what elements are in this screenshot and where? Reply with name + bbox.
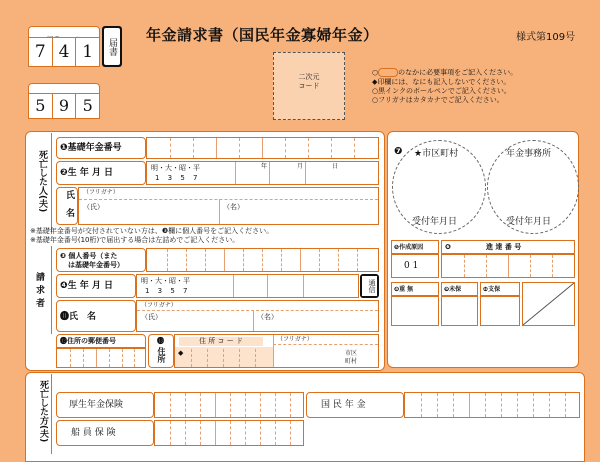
- postal-label-cell: [56, 334, 146, 348]
- deceased-name-input[interactable]: [78, 187, 379, 225]
- instruction-3: ○黒インクのボールペンでご記入ください。: [372, 86, 511, 95]
- qr-code-area: [273, 52, 345, 120]
- todoke-code-box: [28, 26, 124, 70]
- duplicate-label: ❽重 無: [394, 286, 414, 293]
- stamp-number-7: ❼: [394, 146, 403, 157]
- deceased-basic-no-label: ❶基礎年金番号: [60, 143, 122, 153]
- kosei-label-cell: [56, 392, 154, 418]
- deceased-given-name-label: （名）: [223, 203, 244, 211]
- claimant-personal-no-label-1: ❸ 個人番号（また: [60, 252, 118, 260]
- address-input[interactable]: [174, 334, 379, 368]
- unpaid-label: ❾未保: [444, 286, 462, 293]
- note-no-basic-number: ※基礎年金番号が交付されていない方は、❸欄に個人番号をご記入ください。: [30, 227, 274, 235]
- form-title: 年金請求書（国民年金寡婦年金）: [146, 26, 379, 44]
- instruction-4: ○フリガナはカタカナでご記入ください。: [372, 95, 504, 104]
- unpaid-input[interactable]: [441, 296, 478, 326]
- deceased-basic-no-input[interactable]: [146, 137, 379, 159]
- diagonal-slash-icon: [523, 283, 574, 325]
- diagonal-box: [522, 282, 575, 326]
- claimant-personal-no-label-2: は基礎年金番号）: [68, 261, 124, 269]
- support-input[interactable]: [480, 296, 520, 326]
- instructions: [372, 68, 592, 105]
- municipality-stamp-label: ★市区町村: [414, 149, 459, 159]
- kokumin-label: 国 民 年 金: [321, 400, 366, 410]
- municipality-stamp-date: 受付年月日: [412, 217, 458, 227]
- address-label-cell: [148, 334, 174, 368]
- deceased-name-label-cell: [56, 187, 78, 225]
- tsushin-tag: [360, 274, 379, 298]
- claimant-name-input[interactable]: [136, 300, 379, 332]
- deceased-era-options: 明・大・昭・平: [151, 164, 200, 172]
- address-code-label: 住 所 コ ー ド: [179, 337, 263, 346]
- reason-label: ❺作成原因: [394, 244, 424, 251]
- duplicate-label-cell: [391, 282, 439, 296]
- deceased-era-numbers: 1 3 5 7: [155, 174, 201, 182]
- claimant-era-options: 明・大・昭・平: [141, 277, 190, 285]
- claimant-name-label: ⓫氏 名: [60, 312, 97, 322]
- nenkin-code-box: [28, 83, 100, 121]
- nenkin-digit: 5: [29, 94, 53, 118]
- deceased-furigana-label: （フリガナ）: [83, 189, 119, 196]
- address-label: 住所: [157, 347, 166, 363]
- deceased-surname-label: （氏）: [83, 203, 104, 211]
- kosei-label: 厚生年金保険: [69, 400, 124, 410]
- deceased-name-label: 氏 名: [64, 190, 74, 217]
- claimant-furigana-label: （フリガナ）: [141, 302, 177, 309]
- deceased-dob-input[interactable]: [146, 161, 379, 185]
- city-label-1: 市区: [345, 350, 358, 357]
- tsushin-label: 通信: [362, 276, 377, 296]
- pension-office-stamp-label: 年金事務所: [506, 149, 552, 159]
- qr-label-2: コード: [298, 82, 320, 90]
- todoke-digit: 1: [82, 42, 94, 62]
- deceased-month-label: 月: [297, 163, 304, 170]
- city-label-2: 町村: [345, 358, 358, 365]
- kosei-number-input[interactable]: [154, 392, 304, 418]
- deceased-dob-label-cell: [56, 161, 146, 185]
- deceased-year-label: 年: [261, 163, 268, 170]
- liaison-number-input[interactable]: [441, 254, 575, 278]
- claimant-personal-no-input[interactable]: [146, 248, 379, 272]
- unpaid-label-cell: [441, 282, 478, 296]
- deceased-side-label: 死亡した人(夫): [37, 150, 47, 213]
- duplicate-input[interactable]: [391, 296, 439, 326]
- input-box-sample-icon: [378, 68, 398, 77]
- claimant-side-label: 請求者: [34, 272, 44, 311]
- claimant-dob-label-cell: [56, 274, 136, 298]
- todoke-side-label: 届書: [104, 28, 120, 65]
- todoke-digit: 7: [29, 38, 53, 66]
- qr-label-1: 二次元: [298, 73, 320, 81]
- claimant-name-label-cell: [56, 300, 136, 332]
- reason-value: 0 1: [404, 261, 419, 271]
- claimant-dob-input[interactable]: [136, 274, 359, 298]
- senin-label: 船 員 保 険: [71, 428, 116, 438]
- liaison-number-mark: ❻: [445, 243, 451, 251]
- support-label-cell: [480, 282, 520, 296]
- support-label: ❿支保: [483, 286, 501, 293]
- pension-office-stamp-date: 受付年月日: [506, 217, 552, 227]
- instruction-2: ◆印欄には、なにも記入しないでください。: [372, 77, 511, 86]
- claimant-era-numbers: 1 3 5 7: [145, 287, 191, 295]
- nenkin-digit: 5: [82, 96, 93, 115]
- past-side-label: 死亡した方(夫): [38, 380, 48, 443]
- senin-number-input[interactable]: [154, 420, 304, 446]
- reason-label-cell: [391, 240, 439, 254]
- claimant-given-name-label: （名）: [257, 313, 278, 321]
- liaison-label: 進 達 番 号: [486, 243, 522, 251]
- address-furigana-label: （フリガナ）: [277, 336, 313, 343]
- senin-label-cell: [56, 420, 154, 446]
- address-diamond-mark: ◆: [178, 349, 184, 357]
- reason-value-cell: [391, 254, 439, 278]
- instruction-bullet: ○: [372, 68, 379, 77]
- postal-code-input[interactable]: [56, 348, 146, 368]
- claimant-personal-no-label-cell: [56, 248, 146, 272]
- form-number: 様式第109号: [516, 32, 576, 43]
- kokumin-number-input[interactable]: [404, 392, 580, 418]
- liaison-label-cell: [441, 240, 575, 254]
- todoke-digit: 4: [53, 38, 77, 66]
- postal-label: ⓬住所の郵便番号: [60, 337, 116, 345]
- todoke-side-tag: [102, 26, 122, 67]
- nenkin-digit: 9: [53, 94, 77, 118]
- claimant-dob-label: ❹生 年 月 日: [60, 281, 114, 291]
- address-number: ⓭: [157, 337, 164, 345]
- deceased-basic-no-label-cell: [56, 137, 146, 159]
- note-basic-number-left-align: ※基礎年金番号(10桁)で届出する場合は左詰めでご記入ください。: [30, 236, 240, 244]
- kokumin-label-cell: [306, 392, 404, 418]
- deceased-day-label: 日: [332, 163, 339, 170]
- claimant-surname-label: （氏）: [141, 313, 162, 321]
- instruction-1: のなかに必要事項をご記入ください。: [398, 68, 518, 77]
- deceased-dob-label: ❷生 年 月 日: [60, 168, 114, 178]
